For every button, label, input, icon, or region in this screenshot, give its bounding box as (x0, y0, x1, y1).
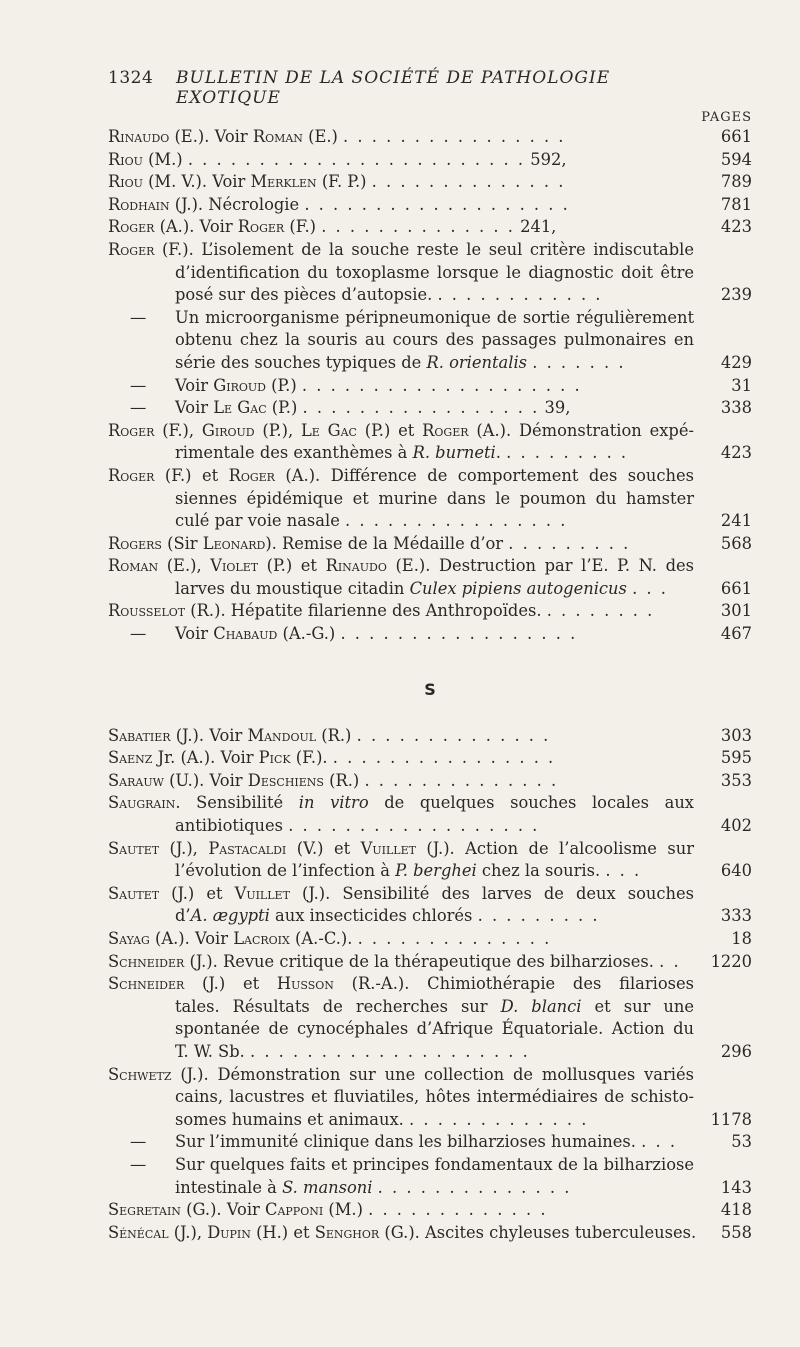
index-entry: Sénécal (J.), Dupin (H.) et Senghor (G.). Ascites chyleuses tuberculeuses. 558 (108, 1222, 752, 1242)
index-entry: — Sur quelques faits et principes fondamentaux de la bilharziose intestinale à S. mansoni . . . . . . . . . . . . . . 143 (130, 1154, 752, 1197)
index-entry: Schneider (J.) et Husson (R.-A.). Chimiothérapie des filarioses tales. Résultats de recherches sur D. blanci et sur une spontanée de cynocéphales d’Afrique Équatoriale. Action du T. W. Sb. . . . . . . . . . . . . . . . . . . . . 296 (108, 974, 752, 1061)
index-entry: Sautet (J.), Pastacaldi (V.) et Vuillet (J.). Action de l’alcoolisme sur l’évolution de l’infection à P. berghei chez la souris. . . . 640 (108, 838, 752, 881)
index-entry: — Un microorganisme péripneumonique de sortie régulièrement obtenu chez la souris au cours des passages pulmonaires en série des souches typiques de R. orientalis . . . . . . . 429 (130, 307, 752, 372)
index-entry: Roman (E.), Violet (P.) et Rinaudo (E.). Destruction par l’E. P. N. des larves du moustique citadin Culex pipiens autogenicus . . . 661 (108, 556, 752, 598)
index-entry: — Voir Giroud (P.) . . . . . . . . . . . . . . . . . . . . 31 (130, 375, 752, 395)
index-entry: Sautet (J.) et Vuillet (J.). Sensibilité des larves de deux souches d’A. ægypti aux insecticides chlorés . . . . . . . . . 333 (108, 883, 752, 926)
index-entry: Schneider (J.). Revue critique de la thérapeutique des bilharzioses. . . 1220 (108, 951, 752, 971)
index-entry: Sayag (A.). Voir Lacroix (A.-C.). . . . . . . . . . . . . . . 18 (108, 929, 752, 948)
author-index (108, 126, 752, 1244)
index-entry: Segretain (G.). Voir Capponi (M.) . . . . . . . . . . . . . 418 (108, 1200, 752, 1220)
index-entry: Saugrain. Sensibilité in vitro de quelques souches locales aux antibiotiques . . . . . . . . . . . . . . . . . . 402 (108, 793, 752, 836)
index-entry: Rinaudo (E.). Voir Roman (E.) . . . . . . . . . . . . . . . . 661 (108, 127, 752, 146)
index-entry: Riou (M.) . . . . . . . . . . . . . . . . . . . . . . . . 592, 594 (108, 149, 752, 169)
index-entry: — Sur l’immunité clinique dans les bilharzioses humaines. . . . 53 (130, 1132, 752, 1152)
index-entry: Riou (M. V.). Voir Merklen (F. P.) . . . . . . . . . . . . . . 789 (108, 172, 752, 192)
index-entry: Roger (A.). Voir Roger (F.) . . . . . . . . . . . . . . 241, 423 (108, 217, 752, 237)
index-entry: Sabatier (J.). Voir Mandoul (R.) . . . . . . . . . . . . . . 303 (108, 725, 752, 745)
index-entry: Rousselot (R.). Hépatite filarienne des Anthropoïdes. . . . . . . . . 301 (108, 601, 752, 621)
section-letter: S (424, 679, 436, 699)
journal-title: BULLETIN DE LA SOCIÉTÉ DE PATHOLOGIE EXOTIQUE (176, 68, 611, 108)
index-entry: Rodhain (J.). Nécrologie . . . . . . . . . . . . . . . . . . . 781 (108, 194, 752, 214)
index-entry: Roger (F.) et Roger (A.). Différence de comportement des souches siennes épidémique et murine dans le poumon du hamster culé par voie nasale . . . . . . . . . . . . . . . . 241 (108, 465, 752, 531)
index-entry: Roger (F.), Giroud (P.), Le Gac (P.) et Roger (A.). Démonstration expé- rimentale des exanthèmes à R. burneti. . . . . . . . . . 423 (108, 420, 752, 463)
page-number: 1324 (108, 68, 154, 88)
index-entry: Schwetz (J.). Démonstration sur une collection de mollusques variés cains, lacustres et fluviatiles, hôtes intermédiaires de schisto- somes humains et animaux. . . . . . . . . . . . . . 1178 (108, 1064, 752, 1129)
index-entry: — Voir Chabaud (A.-G.) . . . . . . . . . . . . . . . . . 467 (130, 624, 752, 644)
index-entry: Roger (F.). L’isolement de la souche reste le seul critère indiscutable d’identification du toxoplasme lorsque le diagnostic doit être posé sur des pièces d’autopsie. . . . . . . . . . . . . 239 (108, 239, 752, 305)
index-entry: Saenz Jr. (A.). Voir Pick (F.). . . . . . . . . . . . . . . . . 595 (108, 748, 752, 768)
index-entry: Sarauw (U.). Voir Deschiens (R.) . . . . . . . . . . . . . . 353 (108, 770, 752, 790)
index-entry: — Voir Le Gac (P.) . . . . . . . . . . . . . . . . . 39, 338 (130, 398, 752, 418)
index-entry: Rogers (Sir Leonard). Remise de la Médaille d’or . . . . . . . . . 568 (108, 533, 752, 553)
pages-column-label: PAGES (701, 110, 752, 125)
